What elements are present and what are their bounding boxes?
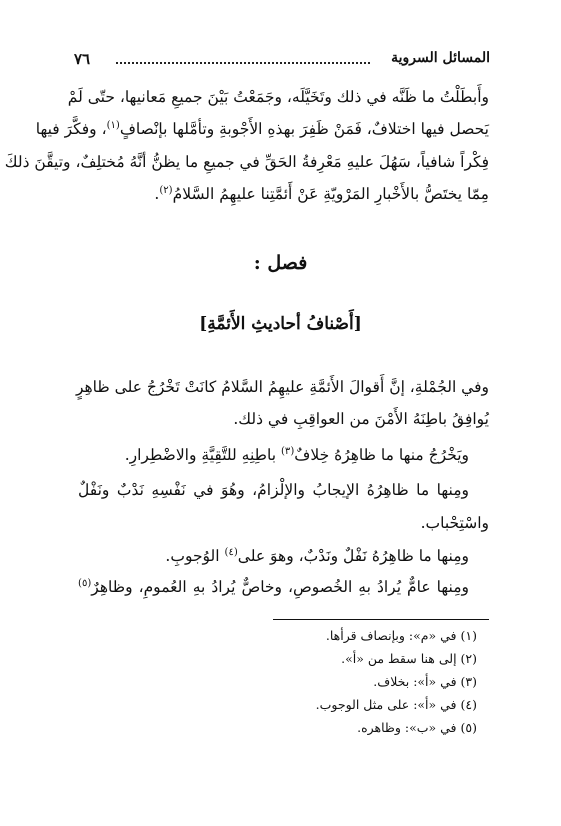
footnote: (٥) في «ب»: وظاهره. [357,720,477,735]
footnote-marker: (٣) [280,446,295,457]
footnote: (٢) إلى هنا سقط من «أ». [341,651,477,666]
body-line: مِمّا يختَصُّ بالأَخْبارِ المَرْويّةِ عَنْ أَئمَّتِنا عليهِمُ السَّلامُ$^{(٢)}$. [154,185,489,204]
section-subheading: [أَصْنافُ أحاديثِ الأَئمَّةِ] [199,314,362,334]
running-title: المسائل السروية [391,50,490,66]
footnote: (٤) في «أ»: على مثل الوجوب. [315,697,477,712]
body-line: يُوافِقُ باطِنَهُ الأَمْنَ من العواقِبِ في ذلك. [233,410,489,428]
body-line: وأَبطَلْتُ ما ظَنَّه في ذلك وتَخَيَّلَه، وجَمَعْتُ بَيْنَ جميعِ مَعانيها، حتّى لَمْ [67,88,489,106]
footnote-marker: (٢) [159,185,173,196]
footnote: (١) في «م»: وبإنصاف قرأها. [325,628,477,643]
footnote: (٣) في «أ»: بخلاف. [373,674,477,689]
body-line: ومِنها ما ظاهِرُهُ نَفْلٌ ونَدْبٌ، وهوَ على$^{(٤)}$ الوُجوبِ. [165,547,469,566]
page-header [74,50,490,72]
body-line: وفي الجُمْلةِ، إنَّ أَقوالَ الأَئمَّةِ عليهِمُ السَّلامُ كانَتْ تَخْرُجُ على ظاهِرٍ [75,378,489,396]
body-line: ومِنها عامٌّ يُرادُ بهِ الخُصوصِ، وخاصٌّ يُرادُ بهِ العُمومِ، وظاهِرٌ$^{(٥)}$ [78,578,469,597]
body-line: ومِنها ما ظاهِرُهُ الإيجابُ والإلْزامُ، وهُوَ في نَفْسِهِ نَدْبٌ ونَفْلٌ [78,481,469,499]
footnote-marker: (١) [106,120,120,131]
body-line: واسْتِحْباب. [420,514,489,532]
footnote-divider [273,619,489,620]
page-number: ٧٦ [74,50,91,68]
body-line: فِكْراً شافياً، سَهُلَ عليهِ مَعْرِفةُ الحَقِّ في جميعِ ما يظنُّ أنَّهُ مُختلِفٌ، وتيقَّنَ ذلكَ [4,153,489,171]
footnote-marker: (٤) [224,547,238,558]
body-line: يَحصل فيها اختلافٌ، فَمَنْ ظَفِرَ بهذهِ الأَجْوبةِ وتأمَّلها بإنْصافٍ$^{(١)}$، وفكَّرَ فيها [35,120,489,139]
section-heading: فصل : [253,252,308,274]
body-line: ويَخْرُجُ منها ما ظاهِرُهُ خِلافٌ$^{(٣)}$ باطِنِهِ للتَّقِيَّةِ والاضْطِرارِ. [124,446,469,465]
footnote-marker: (٥) [78,578,92,589]
header-dotted-leader [116,54,370,64]
